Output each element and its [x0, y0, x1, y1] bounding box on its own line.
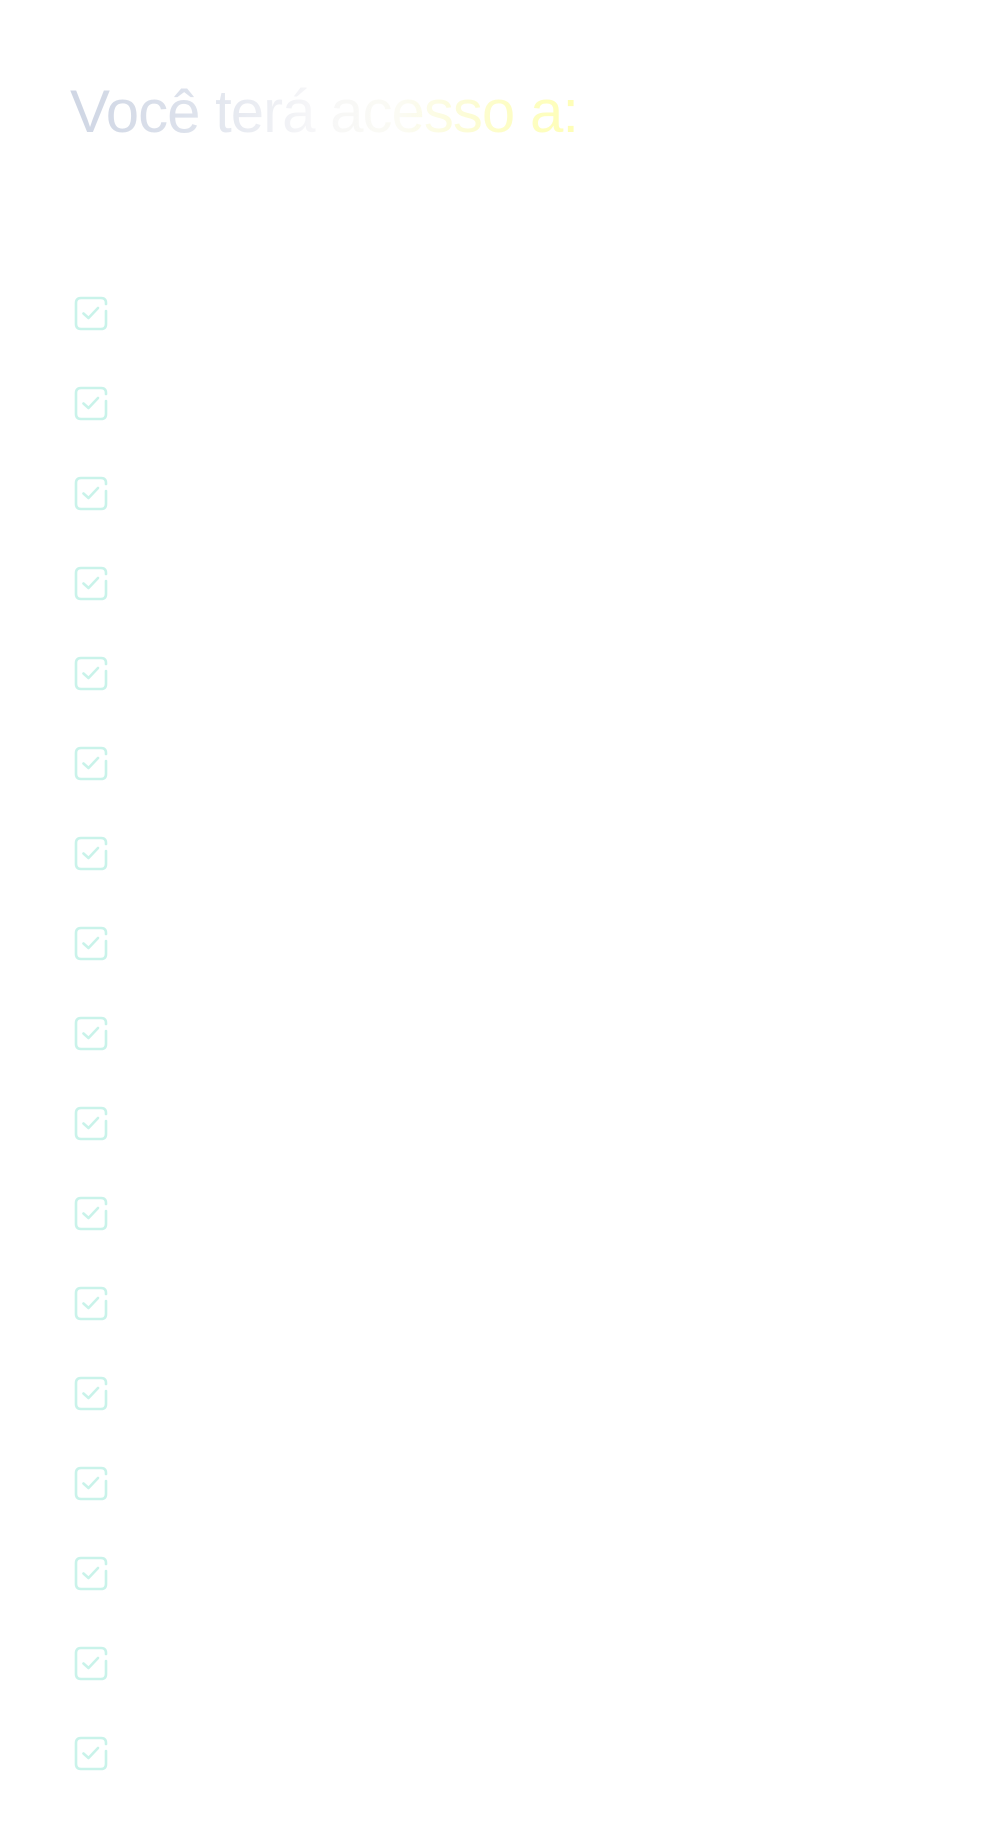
- check-square-icon: [72, 1194, 110, 1232]
- list-item: [72, 898, 134, 988]
- list-item: [72, 1438, 134, 1528]
- list-item: [72, 628, 134, 718]
- check-square-icon: [72, 1374, 110, 1412]
- list-item: [72, 1618, 134, 1708]
- list-item: [72, 1168, 134, 1258]
- list-item: [72, 448, 134, 538]
- check-square-icon: [72, 744, 110, 782]
- check-square-icon: [72, 654, 110, 692]
- check-square-icon: [72, 474, 110, 512]
- list-item: [72, 268, 134, 358]
- check-square-icon: [72, 1014, 110, 1052]
- list-item: [72, 1258, 134, 1348]
- list-item: [72, 808, 134, 898]
- list-item: [72, 358, 134, 448]
- list-item: [72, 1708, 134, 1798]
- check-square-icon: [72, 1644, 110, 1682]
- page-title: Você terá acesso a:: [70, 72, 578, 152]
- check-square-icon: [72, 384, 110, 422]
- list-item: [72, 718, 134, 808]
- check-square-icon: [72, 564, 110, 602]
- check-square-icon: [72, 1104, 110, 1142]
- list-item: [72, 1348, 134, 1438]
- check-square-icon: [72, 1554, 110, 1592]
- check-square-icon: [72, 1464, 110, 1502]
- list-item: [72, 1078, 134, 1168]
- access-checklist: [72, 268, 134, 1798]
- check-square-icon: [72, 1284, 110, 1322]
- check-square-icon: [72, 924, 110, 962]
- check-square-icon: [72, 294, 110, 332]
- list-item: [72, 988, 134, 1078]
- list-item: [72, 1528, 134, 1618]
- list-item: [72, 538, 134, 628]
- check-square-icon: [72, 834, 110, 872]
- check-square-icon: [72, 1734, 110, 1772]
